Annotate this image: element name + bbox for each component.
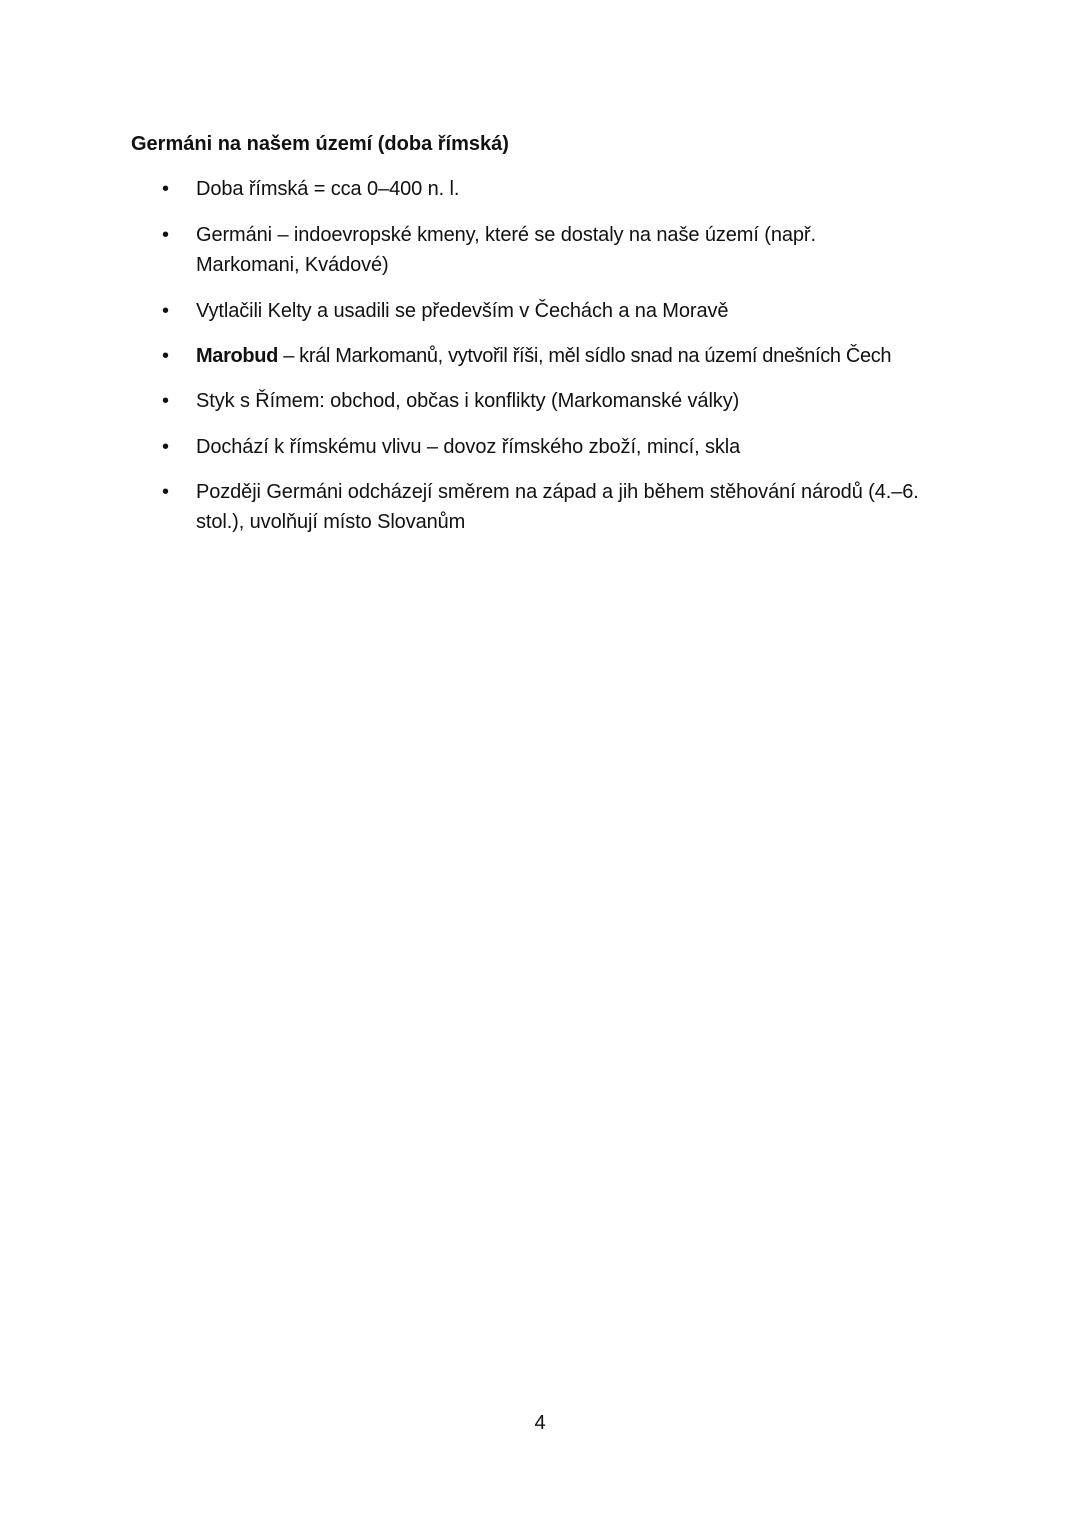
list-item-text: [196, 386, 956, 416]
list-item-text: [196, 220, 856, 280]
bullet-icon: •: [162, 224, 170, 246]
bullet-icon: •: [162, 481, 170, 503]
list-item-body: Dochází k římskému vlivu – dovoz římského zboží, mincí, skla: [196, 436, 741, 458]
list-item-text: [196, 174, 956, 204]
bullet-icon: •: [162, 300, 170, 322]
list-item-text: [196, 477, 941, 537]
section-heading: Germáni na našem území (doba římská): [131, 133, 509, 155]
list-item-bold: Marobud: [196, 345, 278, 367]
bullet-icon: •: [162, 436, 170, 458]
bullet-icon: •: [162, 178, 170, 200]
list-item-body: – král Markomanů, vytvořil říši, měl sídlo snad na území dnešních Čech: [277, 345, 892, 367]
page-number: 4: [534, 1412, 546, 1434]
bullet-icon: •: [162, 345, 170, 367]
list-item-body: Doba římská = cca 0–400 n. l.: [196, 178, 460, 200]
list-item-text: [196, 296, 956, 326]
list-item-body: Styk s Římem: obchod, občas i konflikty (Markomanské války): [196, 390, 740, 412]
list-item-text: [196, 341, 956, 371]
list-item-body: Germáni – indoevropské kmeny, které se dostaly na naše území (např. Markomani, Kvádové): [196, 224, 816, 276]
list-item-text: [196, 432, 956, 462]
bullet-icon: •: [162, 390, 170, 412]
list-item-body: Vytlačili Kelty a usadili se především v Čechách a na Moravě: [196, 300, 729, 322]
list-item-body: Později Germáni odcházejí směrem na západ a jih během stěhování národů (4.–6. stol.), uvolňují místo Slovanům: [196, 481, 919, 533]
